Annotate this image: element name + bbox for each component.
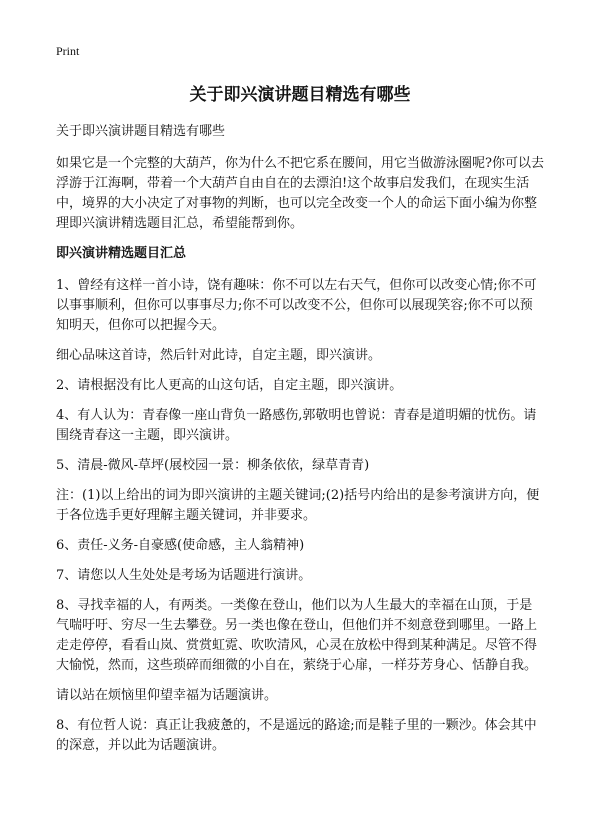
article-body <box>56 122 544 766</box>
list-item: 2、请根据没有比人更高的山这句话，自定主题，即兴演讲。 <box>56 378 403 393</box>
list-item: 注：(1)以上给出的词为即兴演讲的主题关键词;(2)括号内给出的是参考演讲方向，便于各位选手更好理解主题关键词，并非要求。 <box>56 488 540 523</box>
list-item: 5、清晨-微风-草坪(展校园一景：柳条依依，绿草青青) <box>56 458 370 473</box>
list-item: 7、请您以人生处处是考场为话题进行演讲。 <box>56 568 312 583</box>
list-item: 8、有位哲人说：真正让我疲惫的，不是遥远的路途;而是鞋子里的一颗沙。体会其中的深意，并以此为话题演讲。 <box>56 718 537 753</box>
list-item: 1、曾经有这样一首小诗，饶有趣味：你不可以左右天气，但你可以改变心情;你不可以事事顺利，但你可以事事尽力;你不可以改变不公，但你可以展现笑容;你不可以预知明天，但你可以把握今天。 <box>56 278 537 333</box>
section-heading: 即兴演讲精选题目汇总 <box>56 246 187 261</box>
article-subtitle: 关于即兴演讲题目精选有哪些 <box>56 124 226 139</box>
list-item: 8、寻找幸福的人，有两类。一类像在登山，他们以为人生最大的幸福在山顶，于是气喘吁吁、穷尽一生去攀登。另一类也像在登山，但他们并不刻意登到哪里。一路上走走停停，看看山岚、赏赏虹霓、吹吹清风，心灵在放松中得到某种满足。尽管不得大愉悦，然而，这些琐碎而细微的小自在，萦绕于心扉，一样芬芳身心、恬静自我。 <box>56 598 538 673</box>
page-title: 关于即兴演讲题目精选有哪些 <box>189 85 411 105</box>
print-label[interactable]: Print <box>56 44 80 58</box>
intro-paragraph: 如果它是一个完整的大葫芦，你为什么不把它系在腰间，用它当做游泳圈呢?你可以去浮游于江海啊，带着一个大葫芦自由自在的去漂泊!这个故事启发我们，在现实生活中，境界的大小决定了对事物的判断，也可以完全改变一个人的命运下面小编为你整理即兴演讲精选题目汇总，希望能帮到你。 <box>56 156 544 231</box>
list-item: 6、责任-义务-自豪感(使命感，主人翁精神) <box>56 538 305 553</box>
list-item: 4、有人认为：青春像一座山背负一路感伤,郭敬明也曾说：青春是道明媚的忧伤。请围绕青春这一主题，即兴演讲。 <box>56 408 537 443</box>
list-item: 细心品味这首诗，然后针对此诗，自定主题，即兴演讲。 <box>56 348 382 363</box>
list-item: 请以站在烦恼里仰望幸福为话题演讲。 <box>56 688 278 703</box>
